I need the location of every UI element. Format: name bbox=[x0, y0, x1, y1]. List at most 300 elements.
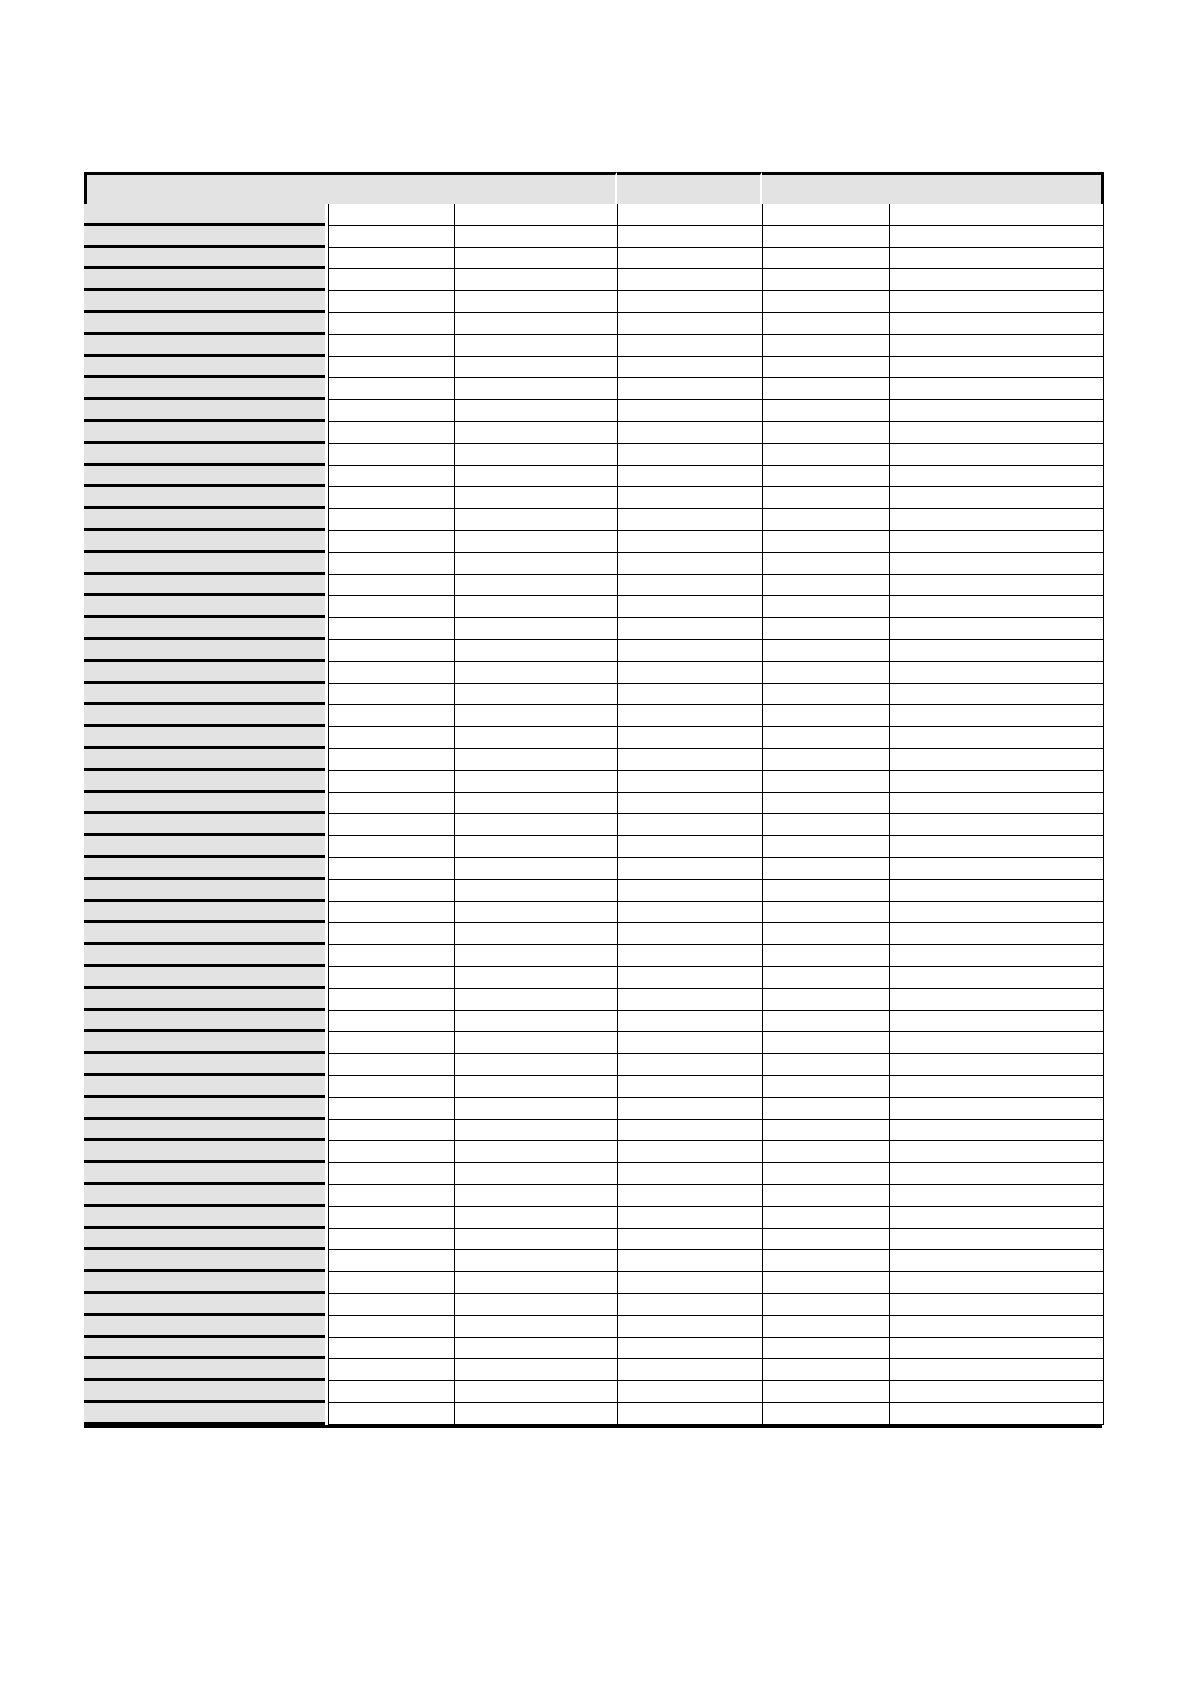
table-cell[interactable] bbox=[890, 836, 1104, 858]
row-label bbox=[84, 771, 325, 793]
table-cell[interactable] bbox=[455, 749, 618, 771]
table-cell[interactable] bbox=[618, 313, 763, 335]
table-cell[interactable] bbox=[890, 771, 1104, 793]
table-cell[interactable] bbox=[763, 378, 890, 400]
table-cell[interactable] bbox=[618, 1250, 763, 1272]
table-cell[interactable] bbox=[455, 335, 618, 357]
table-cell[interactable] bbox=[328, 1054, 455, 1076]
table-cell[interactable] bbox=[763, 814, 890, 836]
table-cell[interactable] bbox=[328, 902, 455, 924]
table-cell[interactable] bbox=[328, 662, 455, 684]
table-cell[interactable] bbox=[618, 923, 763, 945]
table-cell[interactable] bbox=[328, 422, 455, 444]
table-cell[interactable] bbox=[763, 923, 890, 945]
table-cell[interactable] bbox=[890, 1250, 1104, 1272]
table-cell[interactable] bbox=[890, 357, 1104, 379]
table-cell[interactable] bbox=[618, 226, 763, 248]
table-cell[interactable] bbox=[455, 727, 618, 749]
table-cell[interactable] bbox=[890, 226, 1104, 248]
table-cell[interactable] bbox=[328, 1120, 455, 1142]
table-cell[interactable] bbox=[328, 1294, 455, 1316]
table-cell[interactable] bbox=[618, 1076, 763, 1098]
table-cell[interactable] bbox=[890, 684, 1104, 706]
table-cell[interactable] bbox=[890, 444, 1104, 466]
table-cell[interactable] bbox=[328, 1359, 455, 1381]
table-cell[interactable] bbox=[763, 684, 890, 706]
table-cell[interactable] bbox=[328, 923, 455, 945]
table-cell[interactable] bbox=[328, 1229, 455, 1251]
table-cell[interactable] bbox=[455, 487, 618, 509]
table-cell[interactable] bbox=[890, 1054, 1104, 1076]
table-cell[interactable] bbox=[328, 1272, 455, 1294]
table-cell[interactable] bbox=[890, 1011, 1104, 1033]
table-cell[interactable] bbox=[890, 858, 1104, 880]
table-cell[interactable] bbox=[890, 793, 1104, 815]
table-cell[interactable] bbox=[890, 1163, 1104, 1185]
row-label bbox=[84, 422, 325, 444]
table-cell[interactable] bbox=[618, 1207, 763, 1229]
table-cell[interactable] bbox=[455, 1359, 618, 1381]
table-cell[interactable] bbox=[618, 487, 763, 509]
table-cell[interactable] bbox=[890, 378, 1104, 400]
table-cell[interactable] bbox=[455, 836, 618, 858]
table-cell[interactable] bbox=[328, 640, 455, 662]
table-cell[interactable] bbox=[763, 1403, 890, 1425]
table-cell[interactable] bbox=[455, 553, 618, 575]
table-cell[interactable] bbox=[890, 509, 1104, 531]
table-cell[interactable] bbox=[890, 618, 1104, 640]
table-cell[interactable] bbox=[890, 1207, 1104, 1229]
table-cell[interactable] bbox=[328, 357, 455, 379]
table-cell[interactable] bbox=[763, 1141, 890, 1163]
table-cell[interactable] bbox=[455, 1163, 618, 1185]
table-cell[interactable] bbox=[890, 248, 1104, 270]
table-cell[interactable] bbox=[328, 1207, 455, 1229]
table-cell[interactable] bbox=[763, 313, 890, 335]
table-cell[interactable] bbox=[763, 1163, 890, 1185]
table-cell[interactable] bbox=[890, 1338, 1104, 1360]
table-cell[interactable] bbox=[763, 1054, 890, 1076]
row-label bbox=[84, 400, 325, 422]
table-cell[interactable] bbox=[618, 204, 763, 226]
table-cell[interactable] bbox=[890, 553, 1104, 575]
table-cell[interactable] bbox=[890, 313, 1104, 335]
table-cell[interactable] bbox=[455, 618, 618, 640]
table-cell[interactable] bbox=[890, 923, 1104, 945]
table-cell[interactable] bbox=[763, 967, 890, 989]
table-cell[interactable] bbox=[618, 1359, 763, 1381]
table-cell[interactable] bbox=[763, 1207, 890, 1229]
row-label bbox=[84, 1141, 325, 1163]
table-cell[interactable] bbox=[890, 1381, 1104, 1403]
table-row bbox=[328, 705, 1104, 727]
table-cell[interactable] bbox=[455, 444, 618, 466]
table-cell[interactable] bbox=[328, 487, 455, 509]
table-cell[interactable] bbox=[763, 269, 890, 291]
table-cell[interactable] bbox=[455, 378, 618, 400]
table-cell[interactable] bbox=[455, 1011, 618, 1033]
table-cell[interactable] bbox=[455, 204, 618, 226]
table-cell[interactable] bbox=[455, 967, 618, 989]
table-cell[interactable] bbox=[763, 1120, 890, 1142]
table-cell[interactable] bbox=[763, 989, 890, 1011]
table-cell[interactable] bbox=[763, 226, 890, 248]
table-cell[interactable] bbox=[455, 422, 618, 444]
table-cell[interactable] bbox=[455, 1032, 618, 1054]
table-row bbox=[328, 749, 1104, 771]
table-cell[interactable] bbox=[618, 967, 763, 989]
table-cell[interactable] bbox=[890, 1098, 1104, 1120]
table-cell[interactable] bbox=[618, 771, 763, 793]
table-cell[interactable] bbox=[618, 400, 763, 422]
table-cell[interactable] bbox=[618, 618, 763, 640]
table-cell[interactable] bbox=[328, 945, 455, 967]
table-cell[interactable] bbox=[328, 596, 455, 618]
table-cell[interactable] bbox=[618, 1381, 763, 1403]
table-cell[interactable] bbox=[455, 269, 618, 291]
table-cell[interactable] bbox=[763, 618, 890, 640]
table-cell[interactable] bbox=[455, 640, 618, 662]
table-cell[interactable] bbox=[763, 880, 890, 902]
table-cell[interactable] bbox=[328, 509, 455, 531]
table-cell[interactable] bbox=[763, 705, 890, 727]
table-cell[interactable] bbox=[455, 1185, 618, 1207]
table-cell[interactable] bbox=[455, 902, 618, 924]
table-cell[interactable] bbox=[763, 400, 890, 422]
table-cell[interactable] bbox=[763, 444, 890, 466]
table-cell[interactable] bbox=[455, 531, 618, 553]
table-cell[interactable] bbox=[455, 945, 618, 967]
table-row bbox=[328, 575, 1104, 597]
table-cell[interactable] bbox=[890, 466, 1104, 488]
table-cell[interactable] bbox=[618, 335, 763, 357]
table-row bbox=[328, 1185, 1104, 1207]
table-cell[interactable] bbox=[455, 313, 618, 335]
table-cell[interactable] bbox=[890, 1294, 1104, 1316]
table-cell[interactable] bbox=[328, 684, 455, 706]
table-cell[interactable] bbox=[328, 705, 455, 727]
table-cell[interactable] bbox=[890, 531, 1104, 553]
table-cell[interactable] bbox=[763, 335, 890, 357]
table-cell[interactable] bbox=[455, 1272, 618, 1294]
table-cell[interactable] bbox=[618, 1185, 763, 1207]
table-cell[interactable] bbox=[455, 596, 618, 618]
table-cell[interactable] bbox=[618, 814, 763, 836]
table-cell[interactable] bbox=[763, 1032, 890, 1054]
table-cell[interactable] bbox=[618, 553, 763, 575]
table-cell[interactable] bbox=[890, 1229, 1104, 1251]
table-cell[interactable] bbox=[455, 1381, 618, 1403]
row-label bbox=[84, 248, 325, 270]
table-cell[interactable] bbox=[328, 618, 455, 640]
table-cell[interactable] bbox=[455, 1076, 618, 1098]
table-cell[interactable] bbox=[890, 749, 1104, 771]
table-cell[interactable] bbox=[618, 1272, 763, 1294]
table-cell[interactable] bbox=[328, 553, 455, 575]
table-cell[interactable] bbox=[618, 902, 763, 924]
table-cell[interactable] bbox=[618, 705, 763, 727]
table-cell[interactable] bbox=[328, 313, 455, 335]
table-cell[interactable] bbox=[328, 814, 455, 836]
table-cell[interactable] bbox=[328, 204, 455, 226]
table-cell[interactable] bbox=[618, 269, 763, 291]
table-cell[interactable] bbox=[455, 1250, 618, 1272]
table-cell[interactable] bbox=[890, 902, 1104, 924]
table-cell[interactable] bbox=[763, 357, 890, 379]
table-cell[interactable] bbox=[890, 596, 1104, 618]
table-cell[interactable] bbox=[890, 814, 1104, 836]
table-cell[interactable] bbox=[455, 357, 618, 379]
table-cell[interactable] bbox=[763, 509, 890, 531]
table-cell[interactable] bbox=[763, 291, 890, 313]
table-cell[interactable] bbox=[455, 575, 618, 597]
table-cell[interactable] bbox=[890, 291, 1104, 313]
table-cell[interactable] bbox=[455, 1098, 618, 1120]
table-cell[interactable] bbox=[455, 814, 618, 836]
table-cell[interactable] bbox=[763, 1381, 890, 1403]
table-cell[interactable] bbox=[618, 509, 763, 531]
table-cell[interactable] bbox=[328, 967, 455, 989]
table-cell[interactable] bbox=[763, 1359, 890, 1381]
table-cell[interactable] bbox=[618, 684, 763, 706]
table-cell[interactable] bbox=[455, 1229, 618, 1251]
table-cell[interactable] bbox=[455, 662, 618, 684]
table-cell[interactable] bbox=[328, 1403, 455, 1425]
table-cell[interactable] bbox=[763, 662, 890, 684]
table-cell[interactable] bbox=[618, 1403, 763, 1425]
table-cell[interactable] bbox=[455, 509, 618, 531]
table-cell[interactable] bbox=[455, 226, 618, 248]
table-cell[interactable] bbox=[328, 793, 455, 815]
table-cell[interactable] bbox=[890, 662, 1104, 684]
table-cell[interactable] bbox=[763, 531, 890, 553]
table-cell[interactable] bbox=[890, 727, 1104, 749]
table-cell[interactable] bbox=[618, 531, 763, 553]
table-cell[interactable] bbox=[763, 204, 890, 226]
table-cell[interactable] bbox=[618, 575, 763, 597]
table-cell[interactable] bbox=[890, 1359, 1104, 1381]
table-cell[interactable] bbox=[455, 466, 618, 488]
table-cell[interactable] bbox=[618, 444, 763, 466]
table-cell[interactable] bbox=[455, 705, 618, 727]
table-cell[interactable] bbox=[455, 1141, 618, 1163]
table-cell[interactable] bbox=[763, 1076, 890, 1098]
table-cell[interactable] bbox=[328, 1011, 455, 1033]
table-cell[interactable] bbox=[763, 1185, 890, 1207]
table-cell[interactable] bbox=[763, 596, 890, 618]
table-cell[interactable] bbox=[328, 400, 455, 422]
table-cell[interactable] bbox=[455, 1403, 618, 1425]
table-cell[interactable] bbox=[328, 858, 455, 880]
table-cell[interactable] bbox=[455, 1294, 618, 1316]
table-cell[interactable] bbox=[763, 575, 890, 597]
table-cell[interactable] bbox=[455, 400, 618, 422]
table-cell[interactable] bbox=[890, 1403, 1104, 1425]
table-cell[interactable] bbox=[328, 269, 455, 291]
table-cell[interactable] bbox=[618, 1098, 763, 1120]
table-cell[interactable] bbox=[328, 531, 455, 553]
table-cell[interactable] bbox=[618, 945, 763, 967]
table-cell[interactable] bbox=[618, 596, 763, 618]
table-cell[interactable] bbox=[890, 640, 1104, 662]
table-cell[interactable] bbox=[890, 1120, 1104, 1142]
table-cell[interactable] bbox=[618, 1163, 763, 1185]
table-row bbox=[328, 248, 1104, 270]
table-cell[interactable] bbox=[328, 335, 455, 357]
table-cell[interactable] bbox=[890, 1141, 1104, 1163]
table-cell[interactable] bbox=[618, 1120, 763, 1142]
table-cell[interactable] bbox=[763, 1272, 890, 1294]
table-cell[interactable] bbox=[328, 1338, 455, 1360]
table-cell[interactable] bbox=[328, 989, 455, 1011]
table-cell[interactable] bbox=[328, 1185, 455, 1207]
table-cell[interactable] bbox=[618, 836, 763, 858]
row-label bbox=[84, 378, 325, 400]
table-cell[interactable] bbox=[763, 1294, 890, 1316]
table-cell[interactable] bbox=[890, 1032, 1104, 1054]
table-cell[interactable] bbox=[328, 1032, 455, 1054]
table-cell[interactable] bbox=[328, 1141, 455, 1163]
table-cell[interactable] bbox=[763, 487, 890, 509]
table-row bbox=[328, 945, 1104, 967]
table-cell[interactable] bbox=[328, 1381, 455, 1403]
table-cell[interactable] bbox=[890, 487, 1104, 509]
table-cell[interactable] bbox=[328, 771, 455, 793]
table-cell[interactable] bbox=[455, 1316, 618, 1338]
table-cell[interactable] bbox=[890, 705, 1104, 727]
table-cell[interactable] bbox=[763, 1250, 890, 1272]
table-cell[interactable] bbox=[328, 880, 455, 902]
table-cell[interactable] bbox=[328, 749, 455, 771]
table-cell[interactable] bbox=[763, 422, 890, 444]
table-cell[interactable] bbox=[763, 727, 890, 749]
table-cell[interactable] bbox=[763, 1229, 890, 1251]
table-cell[interactable] bbox=[618, 793, 763, 815]
table-cell[interactable] bbox=[763, 1098, 890, 1120]
table-cell[interactable] bbox=[328, 1163, 455, 1185]
table-cell[interactable] bbox=[618, 727, 763, 749]
header-label-cell bbox=[84, 172, 328, 204]
table-cell[interactable] bbox=[455, 793, 618, 815]
table-cell[interactable] bbox=[763, 1011, 890, 1033]
table-cell[interactable] bbox=[618, 1032, 763, 1054]
table-cell[interactable] bbox=[328, 1316, 455, 1338]
table-cell[interactable] bbox=[328, 1250, 455, 1272]
table-cell[interactable] bbox=[618, 1011, 763, 1033]
table-cell[interactable] bbox=[618, 858, 763, 880]
table-cell[interactable] bbox=[328, 226, 455, 248]
table-cell[interactable] bbox=[763, 466, 890, 488]
table-cell[interactable] bbox=[763, 902, 890, 924]
table-cell[interactable] bbox=[763, 945, 890, 967]
table-cell[interactable] bbox=[618, 662, 763, 684]
table-cell[interactable] bbox=[618, 989, 763, 1011]
table-cell[interactable] bbox=[618, 422, 763, 444]
table-cell[interactable] bbox=[890, 1316, 1104, 1338]
table-cell[interactable] bbox=[763, 749, 890, 771]
row-label bbox=[84, 967, 325, 989]
table-cell[interactable] bbox=[618, 378, 763, 400]
table-cell[interactable] bbox=[618, 1054, 763, 1076]
table-cell[interactable] bbox=[763, 836, 890, 858]
table-cell[interactable] bbox=[328, 1098, 455, 1120]
table-cell[interactable] bbox=[618, 248, 763, 270]
row-label bbox=[84, 705, 325, 727]
table-cell[interactable] bbox=[618, 880, 763, 902]
row-label bbox=[84, 880, 325, 902]
table-cell[interactable] bbox=[890, 1076, 1104, 1098]
table-cell[interactable] bbox=[328, 378, 455, 400]
table-cell[interactable] bbox=[455, 771, 618, 793]
table-cell[interactable] bbox=[618, 357, 763, 379]
table-cell[interactable] bbox=[763, 858, 890, 880]
row-label bbox=[84, 989, 325, 1011]
table-cell[interactable] bbox=[618, 640, 763, 662]
table-cell[interactable] bbox=[455, 858, 618, 880]
table-cell[interactable] bbox=[890, 1185, 1104, 1207]
row-label bbox=[84, 226, 325, 248]
table-cell[interactable] bbox=[455, 880, 618, 902]
table-cell[interactable] bbox=[890, 989, 1104, 1011]
table-cell[interactable] bbox=[455, 248, 618, 270]
table-cell[interactable] bbox=[328, 575, 455, 597]
table-cell[interactable] bbox=[328, 727, 455, 749]
table-cell[interactable] bbox=[328, 466, 455, 488]
table-cell[interactable] bbox=[455, 1054, 618, 1076]
table-cell[interactable] bbox=[328, 291, 455, 313]
table-cell[interactable] bbox=[618, 1229, 763, 1251]
table-cell[interactable] bbox=[890, 1272, 1104, 1294]
table-cell[interactable] bbox=[763, 248, 890, 270]
table-cell[interactable] bbox=[763, 771, 890, 793]
table-cell[interactable] bbox=[763, 1338, 890, 1360]
table-cell[interactable] bbox=[890, 204, 1104, 226]
table-cell[interactable] bbox=[328, 1076, 455, 1098]
table-cell[interactable] bbox=[763, 793, 890, 815]
table-cell[interactable] bbox=[618, 1316, 763, 1338]
table-cell[interactable] bbox=[763, 1316, 890, 1338]
table-cell[interactable] bbox=[618, 1141, 763, 1163]
table-cell[interactable] bbox=[890, 575, 1104, 597]
table-cell[interactable] bbox=[890, 967, 1104, 989]
table-cell[interactable] bbox=[763, 640, 890, 662]
table-cell[interactable] bbox=[455, 684, 618, 706]
table-row bbox=[328, 1229, 1104, 1251]
table-cell[interactable] bbox=[618, 1338, 763, 1360]
table-cell[interactable] bbox=[455, 1120, 618, 1142]
table-cell[interactable] bbox=[618, 1294, 763, 1316]
table-cell[interactable] bbox=[455, 1207, 618, 1229]
table-row bbox=[328, 357, 1104, 379]
table-cell[interactable] bbox=[618, 749, 763, 771]
table-cell[interactable] bbox=[455, 1338, 618, 1360]
table-cell[interactable] bbox=[890, 422, 1104, 444]
table-cell[interactable] bbox=[618, 291, 763, 313]
table-cell[interactable] bbox=[455, 923, 618, 945]
table-cell[interactable] bbox=[763, 553, 890, 575]
table-cell[interactable] bbox=[890, 400, 1104, 422]
table-cell[interactable] bbox=[890, 880, 1104, 902]
table-cell[interactable] bbox=[890, 335, 1104, 357]
table-cell[interactable] bbox=[890, 269, 1104, 291]
table-cell[interactable] bbox=[455, 291, 618, 313]
table-cell[interactable] bbox=[328, 248, 455, 270]
table-cell[interactable] bbox=[890, 945, 1104, 967]
table-cell[interactable] bbox=[455, 989, 618, 1011]
table-cell[interactable] bbox=[328, 444, 455, 466]
table-cell[interactable] bbox=[618, 466, 763, 488]
table-cell[interactable] bbox=[328, 836, 455, 858]
